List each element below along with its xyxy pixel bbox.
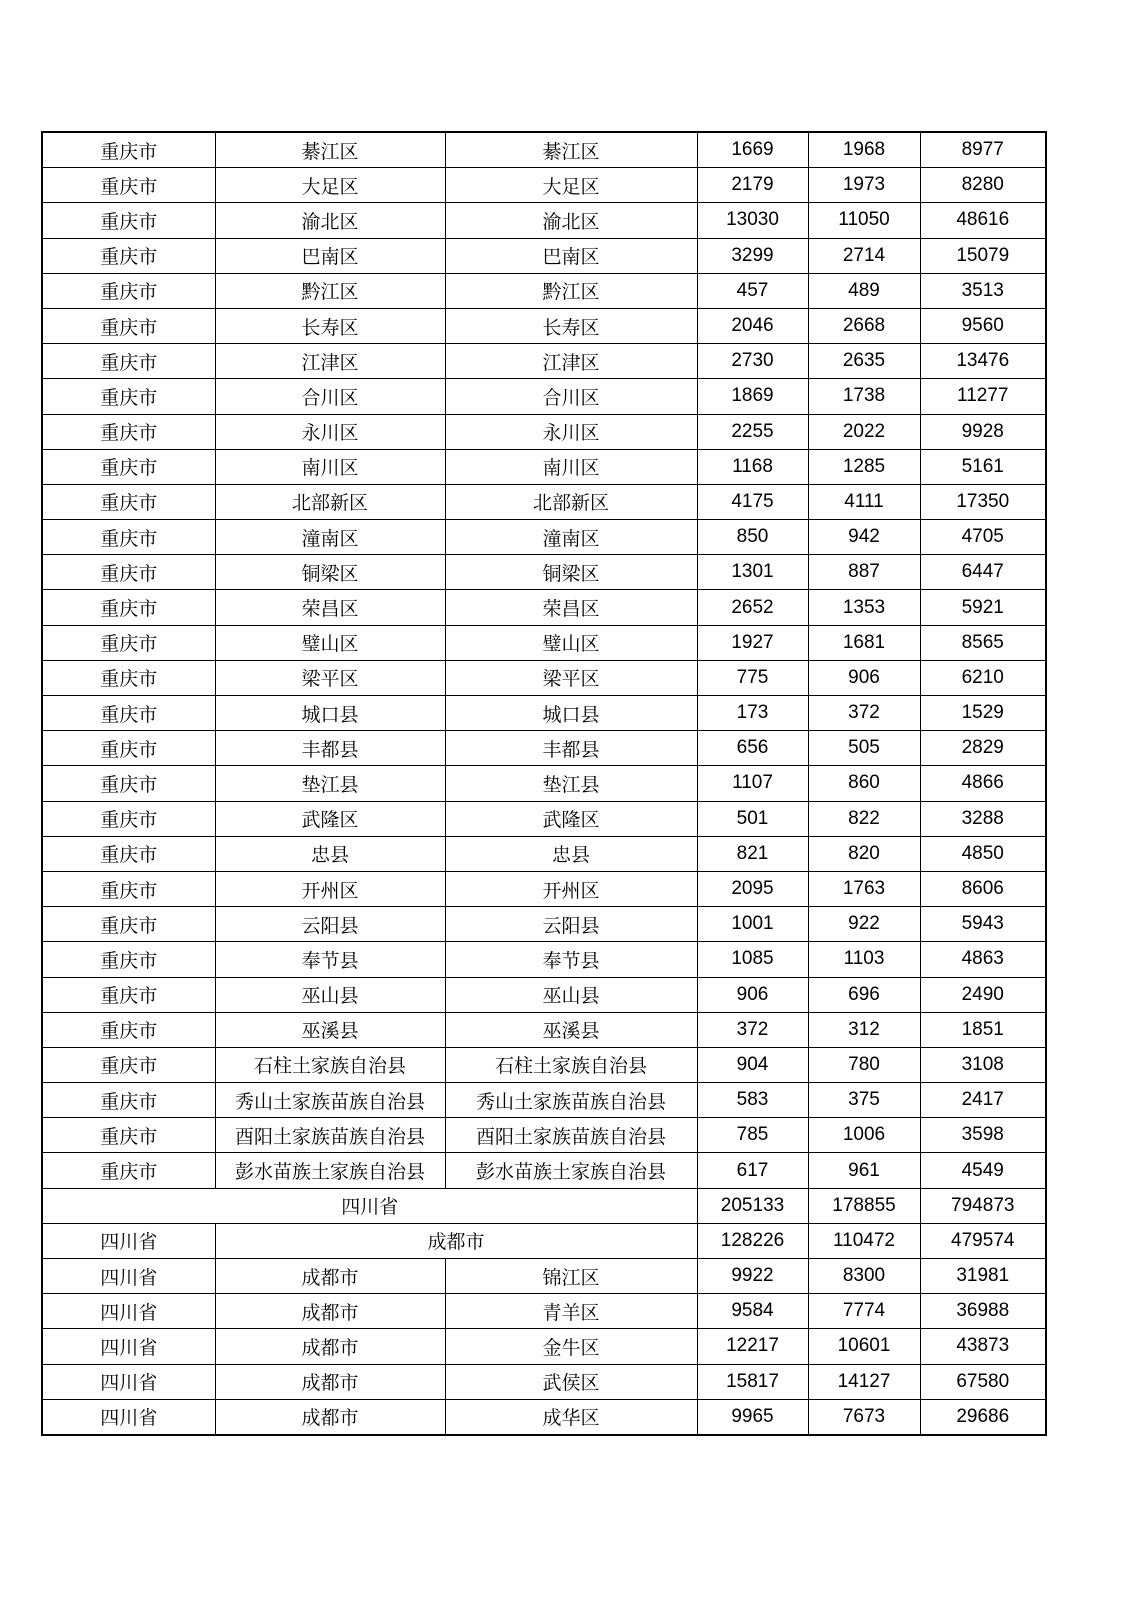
table-row — [42, 590, 1046, 625]
value-2-cell: 7673 — [808, 1399, 920, 1435]
value-3-cell: 4863 — [920, 942, 1046, 977]
value-2-cell: 7774 — [808, 1294, 920, 1329]
table-row — [42, 484, 1046, 519]
value-1-cell: 2730 — [697, 344, 808, 379]
value-3-cell: 8565 — [920, 625, 1046, 660]
statistics-table — [41, 131, 1047, 1436]
value-2-cell: 820 — [808, 836, 920, 871]
city-cell: 北部新区 — [215, 484, 445, 519]
province-cell: 重庆市 — [42, 590, 215, 625]
city-cell: 黔江区 — [215, 273, 445, 308]
table-row — [42, 1329, 1046, 1364]
province-cell: 重庆市 — [42, 942, 215, 977]
city-value-1: 128226 — [697, 1223, 808, 1258]
value-3-cell: 29686 — [920, 1399, 1046, 1435]
district-cell: 武侯区 — [445, 1364, 697, 1399]
province-cell: 重庆市 — [42, 555, 215, 590]
value-2-cell: 961 — [808, 1153, 920, 1188]
value-1-cell: 1669 — [697, 132, 808, 168]
value-2-cell: 696 — [808, 977, 920, 1012]
value-2-cell: 375 — [808, 1083, 920, 1118]
value-3-cell: 2490 — [920, 977, 1046, 1012]
value-3-cell: 9560 — [920, 308, 1046, 343]
province-name: 四川省 — [42, 1188, 697, 1223]
table-row — [42, 238, 1046, 273]
city-cell: 武隆区 — [215, 801, 445, 836]
value-2-cell: 4111 — [808, 484, 920, 519]
city-cell: 秀山土家族苗族自治县 — [215, 1083, 445, 1118]
table-row — [42, 132, 1046, 168]
city-cell: 綦江区 — [215, 132, 445, 168]
city-cell: 铜梁区 — [215, 555, 445, 590]
value-1-cell: 501 — [697, 801, 808, 836]
value-3-cell: 8606 — [920, 871, 1046, 906]
province-cell: 四川省 — [42, 1259, 215, 1294]
district-cell: 石柱土家族自治县 — [445, 1047, 697, 1082]
district-cell: 铜梁区 — [445, 555, 697, 590]
value-1-cell: 15817 — [697, 1364, 808, 1399]
value-1-cell: 775 — [697, 660, 808, 695]
district-cell: 梁平区 — [445, 660, 697, 695]
value-3-cell: 13476 — [920, 344, 1046, 379]
value-2-cell: 372 — [808, 696, 920, 731]
value-2-cell: 489 — [808, 273, 920, 308]
province-cell: 重庆市 — [42, 484, 215, 519]
district-cell: 丰都县 — [445, 731, 697, 766]
table-row — [42, 555, 1046, 590]
table-row — [42, 520, 1046, 555]
city-cell: 奉节县 — [215, 942, 445, 977]
value-2-cell: 8300 — [808, 1259, 920, 1294]
city-cell: 开州区 — [215, 871, 445, 906]
city-cell: 巫溪县 — [215, 1012, 445, 1047]
value-2-cell: 505 — [808, 731, 920, 766]
table-row — [42, 1047, 1046, 1082]
city-row-province: 四川省 — [42, 1223, 215, 1258]
table-row — [42, 1118, 1046, 1153]
value-3-cell: 5943 — [920, 907, 1046, 942]
value-1-cell: 617 — [697, 1153, 808, 1188]
value-2-cell: 2668 — [808, 308, 920, 343]
table-row — [42, 766, 1046, 801]
value-3-cell: 1851 — [920, 1012, 1046, 1047]
province-cell: 重庆市 — [42, 308, 215, 343]
province-cell: 重庆市 — [42, 344, 215, 379]
city-cell: 荣昌区 — [215, 590, 445, 625]
province-cell: 重庆市 — [42, 625, 215, 660]
value-3-cell: 5161 — [920, 449, 1046, 484]
province-cell: 重庆市 — [42, 801, 215, 836]
city-cell: 永川区 — [215, 414, 445, 449]
district-cell: 渝北区 — [445, 203, 697, 238]
district-cell: 青羊区 — [445, 1294, 697, 1329]
value-1-cell: 9922 — [697, 1259, 808, 1294]
city-cell: 石柱土家族自治县 — [215, 1047, 445, 1082]
city-cell: 成都市 — [215, 1259, 445, 1294]
district-cell: 大足区 — [445, 168, 697, 203]
value-1-cell: 656 — [697, 731, 808, 766]
value-3-cell: 36988 — [920, 1294, 1046, 1329]
value-3-cell: 4705 — [920, 520, 1046, 555]
value-3-cell: 4850 — [920, 836, 1046, 871]
district-cell: 城口县 — [445, 696, 697, 731]
province-value-2: 178855 — [808, 1188, 920, 1223]
district-cell: 长寿区 — [445, 308, 697, 343]
province-cell: 重庆市 — [42, 977, 215, 1012]
value-1-cell: 457 — [697, 273, 808, 308]
district-cell: 金牛区 — [445, 1329, 697, 1364]
value-1-cell: 3299 — [697, 238, 808, 273]
district-cell: 彭水苗族土家族自治县 — [445, 1153, 697, 1188]
city-cell: 合川区 — [215, 379, 445, 414]
city-cell: 巴南区 — [215, 238, 445, 273]
value-3-cell: 6447 — [920, 555, 1046, 590]
city-cell: 云阳县 — [215, 907, 445, 942]
table-row — [42, 1364, 1046, 1399]
province-cell: 重庆市 — [42, 132, 215, 168]
table-row — [42, 308, 1046, 343]
value-2-cell: 860 — [808, 766, 920, 801]
table-row — [42, 1153, 1046, 1188]
province-cell: 重庆市 — [42, 731, 215, 766]
value-3-cell: 15079 — [920, 238, 1046, 273]
city-cell: 垫江县 — [215, 766, 445, 801]
city-cell: 丰都县 — [215, 731, 445, 766]
value-2-cell: 1103 — [808, 942, 920, 977]
province-cell: 四川省 — [42, 1399, 215, 1435]
value-2-cell: 1681 — [808, 625, 920, 660]
value-2-cell: 1763 — [808, 871, 920, 906]
table-row — [42, 344, 1046, 379]
chongqing-rows — [42, 132, 1046, 1188]
value-2-cell: 11050 — [808, 203, 920, 238]
table-row — [42, 696, 1046, 731]
district-cell: 成华区 — [445, 1399, 697, 1435]
city-cell: 大足区 — [215, 168, 445, 203]
value-1-cell: 2652 — [697, 590, 808, 625]
district-cell: 奉节县 — [445, 942, 697, 977]
province-cell: 四川省 — [42, 1329, 215, 1364]
city-cell: 璧山区 — [215, 625, 445, 660]
value-3-cell: 3598 — [920, 1118, 1046, 1153]
district-cell: 永川区 — [445, 414, 697, 449]
table-row — [42, 1012, 1046, 1047]
value-1-cell: 4175 — [697, 484, 808, 519]
value-2-cell: 1973 — [808, 168, 920, 203]
value-1-cell: 1001 — [697, 907, 808, 942]
value-3-cell: 4866 — [920, 766, 1046, 801]
city-cell: 酉阳土家族苗族自治县 — [215, 1118, 445, 1153]
value-1-cell: 906 — [697, 977, 808, 1012]
district-cell: 云阳县 — [445, 907, 697, 942]
province-value-1: 205133 — [697, 1188, 808, 1223]
province-cell: 重庆市 — [42, 520, 215, 555]
value-3-cell: 3288 — [920, 801, 1046, 836]
district-cell: 锦江区 — [445, 1259, 697, 1294]
value-2-cell: 312 — [808, 1012, 920, 1047]
value-2-cell: 1285 — [808, 449, 920, 484]
district-cell: 秀山土家族苗族自治县 — [445, 1083, 697, 1118]
table-row — [42, 907, 1046, 942]
city-cell: 潼南区 — [215, 520, 445, 555]
province-cell: 重庆市 — [42, 414, 215, 449]
district-cell: 武隆区 — [445, 801, 697, 836]
table-row — [42, 836, 1046, 871]
value-1-cell: 1927 — [697, 625, 808, 660]
table-row — [42, 1399, 1046, 1435]
value-2-cell: 942 — [808, 520, 920, 555]
city-cell: 南川区 — [215, 449, 445, 484]
value-3-cell: 6210 — [920, 660, 1046, 695]
value-3-cell: 5921 — [920, 590, 1046, 625]
value-1-cell: 2095 — [697, 871, 808, 906]
value-1-cell: 1869 — [697, 379, 808, 414]
province-cell: 重庆市 — [42, 1153, 215, 1188]
province-cell: 重庆市 — [42, 907, 215, 942]
value-2-cell: 14127 — [808, 1364, 920, 1399]
city-cell: 成都市 — [215, 1329, 445, 1364]
province-cell: 重庆市 — [42, 1118, 215, 1153]
district-cell: 垫江县 — [445, 766, 697, 801]
city-cell: 忠县 — [215, 836, 445, 871]
table-row — [42, 203, 1046, 238]
province-cell: 重庆市 — [42, 696, 215, 731]
district-cell: 巫溪县 — [445, 1012, 697, 1047]
value-1-cell: 1301 — [697, 555, 808, 590]
value-1-cell: 9584 — [697, 1294, 808, 1329]
province-cell: 重庆市 — [42, 168, 215, 203]
value-3-cell: 43873 — [920, 1329, 1046, 1364]
province-cell: 四川省 — [42, 1294, 215, 1329]
district-cell: 开州区 — [445, 871, 697, 906]
district-cell: 黔江区 — [445, 273, 697, 308]
value-3-cell: 9928 — [920, 414, 1046, 449]
chengdu-district-rows — [42, 1259, 1046, 1435]
table-row — [42, 1294, 1046, 1329]
district-cell: 忠县 — [445, 836, 697, 871]
district-cell: 璧山区 — [445, 625, 697, 660]
value-1-cell: 13030 — [697, 203, 808, 238]
district-cell: 南川区 — [445, 449, 697, 484]
value-1-cell: 12217 — [697, 1329, 808, 1364]
district-cell: 江津区 — [445, 344, 697, 379]
province-cell: 重庆市 — [42, 660, 215, 695]
district-cell: 北部新区 — [445, 484, 697, 519]
value-2-cell: 2714 — [808, 238, 920, 273]
value-1-cell: 1085 — [697, 942, 808, 977]
value-1-cell: 583 — [697, 1083, 808, 1118]
district-cell: 巴南区 — [445, 238, 697, 273]
value-1-cell: 785 — [697, 1118, 808, 1153]
district-cell: 荣昌区 — [445, 590, 697, 625]
city-cell: 成都市 — [215, 1294, 445, 1329]
table-row — [42, 801, 1046, 836]
district-cell: 綦江区 — [445, 132, 697, 168]
province-cell: 重庆市 — [42, 203, 215, 238]
district-cell: 潼南区 — [445, 520, 697, 555]
value-3-cell: 8280 — [920, 168, 1046, 203]
table-row — [42, 660, 1046, 695]
sichuan-summary — [42, 1188, 1046, 1258]
value-1-cell: 9965 — [697, 1399, 808, 1435]
value-3-cell: 2829 — [920, 731, 1046, 766]
value-3-cell: 11277 — [920, 379, 1046, 414]
city-cell: 江津区 — [215, 344, 445, 379]
table-row — [42, 1259, 1046, 1294]
province-cell: 重庆市 — [42, 1012, 215, 1047]
value-3-cell: 8977 — [920, 132, 1046, 168]
city-cell: 长寿区 — [215, 308, 445, 343]
value-2-cell: 1006 — [808, 1118, 920, 1153]
province-value-3: 794873 — [920, 1188, 1046, 1223]
table-row — [42, 625, 1046, 660]
value-2-cell: 2022 — [808, 414, 920, 449]
value-3-cell: 31981 — [920, 1259, 1046, 1294]
value-1-cell: 904 — [697, 1047, 808, 1082]
value-2-cell: 906 — [808, 660, 920, 695]
province-cell: 重庆市 — [42, 449, 215, 484]
value-1-cell: 1107 — [697, 766, 808, 801]
city-value-3: 479574 — [920, 1223, 1046, 1258]
value-2-cell: 822 — [808, 801, 920, 836]
value-2-cell: 1738 — [808, 379, 920, 414]
value-3-cell: 67580 — [920, 1364, 1046, 1399]
value-2-cell: 2635 — [808, 344, 920, 379]
district-cell: 巫山县 — [445, 977, 697, 1012]
table-row — [42, 168, 1046, 203]
value-1-cell: 821 — [697, 836, 808, 871]
table-row — [42, 871, 1046, 906]
value-2-cell: 1353 — [808, 590, 920, 625]
value-1-cell: 372 — [697, 1012, 808, 1047]
province-cell: 重庆市 — [42, 766, 215, 801]
value-2-cell: 887 — [808, 555, 920, 590]
province-cell: 重庆市 — [42, 379, 215, 414]
table-row — [42, 942, 1046, 977]
value-3-cell: 1529 — [920, 696, 1046, 731]
value-1-cell: 2046 — [697, 308, 808, 343]
city-cell: 成都市 — [215, 1364, 445, 1399]
value-1-cell: 2255 — [697, 414, 808, 449]
table-row — [42, 731, 1046, 766]
table-row — [42, 1083, 1046, 1118]
table-row — [42, 449, 1046, 484]
value-3-cell: 3513 — [920, 273, 1046, 308]
city-name: 成都市 — [215, 1223, 697, 1258]
value-1-cell: 173 — [697, 696, 808, 731]
value-3-cell: 2417 — [920, 1083, 1046, 1118]
value-3-cell: 17350 — [920, 484, 1046, 519]
value-1-cell: 850 — [697, 520, 808, 555]
value-1-cell: 2179 — [697, 168, 808, 203]
value-2-cell: 780 — [808, 1047, 920, 1082]
value-3-cell: 3108 — [920, 1047, 1046, 1082]
city-cell: 渝北区 — [215, 203, 445, 238]
city-cell: 成都市 — [215, 1399, 445, 1435]
province-cell: 重庆市 — [42, 1083, 215, 1118]
province-cell: 四川省 — [42, 1364, 215, 1399]
value-3-cell: 48616 — [920, 203, 1046, 238]
province-cell: 重庆市 — [42, 1047, 215, 1082]
city-value-2: 110472 — [808, 1223, 920, 1258]
table-row — [42, 379, 1046, 414]
province-cell: 重庆市 — [42, 836, 215, 871]
province-cell: 重庆市 — [42, 273, 215, 308]
table-row — [42, 414, 1046, 449]
city-cell: 彭水苗族土家族自治县 — [215, 1153, 445, 1188]
district-cell: 合川区 — [445, 379, 697, 414]
province-total-row — [42, 1188, 1046, 1223]
province-cell: 重庆市 — [42, 871, 215, 906]
table-row — [42, 273, 1046, 308]
value-2-cell: 922 — [808, 907, 920, 942]
city-cell: 城口县 — [215, 696, 445, 731]
city-total-row — [42, 1223, 1046, 1258]
province-cell: 重庆市 — [42, 238, 215, 273]
value-1-cell: 1168 — [697, 449, 808, 484]
value-2-cell: 1968 — [808, 132, 920, 168]
city-cell: 巫山县 — [215, 977, 445, 1012]
value-2-cell: 10601 — [808, 1329, 920, 1364]
table-row — [42, 977, 1046, 1012]
city-cell: 梁平区 — [215, 660, 445, 695]
district-cell: 酉阳土家族苗族自治县 — [445, 1118, 697, 1153]
value-3-cell: 4549 — [920, 1153, 1046, 1188]
